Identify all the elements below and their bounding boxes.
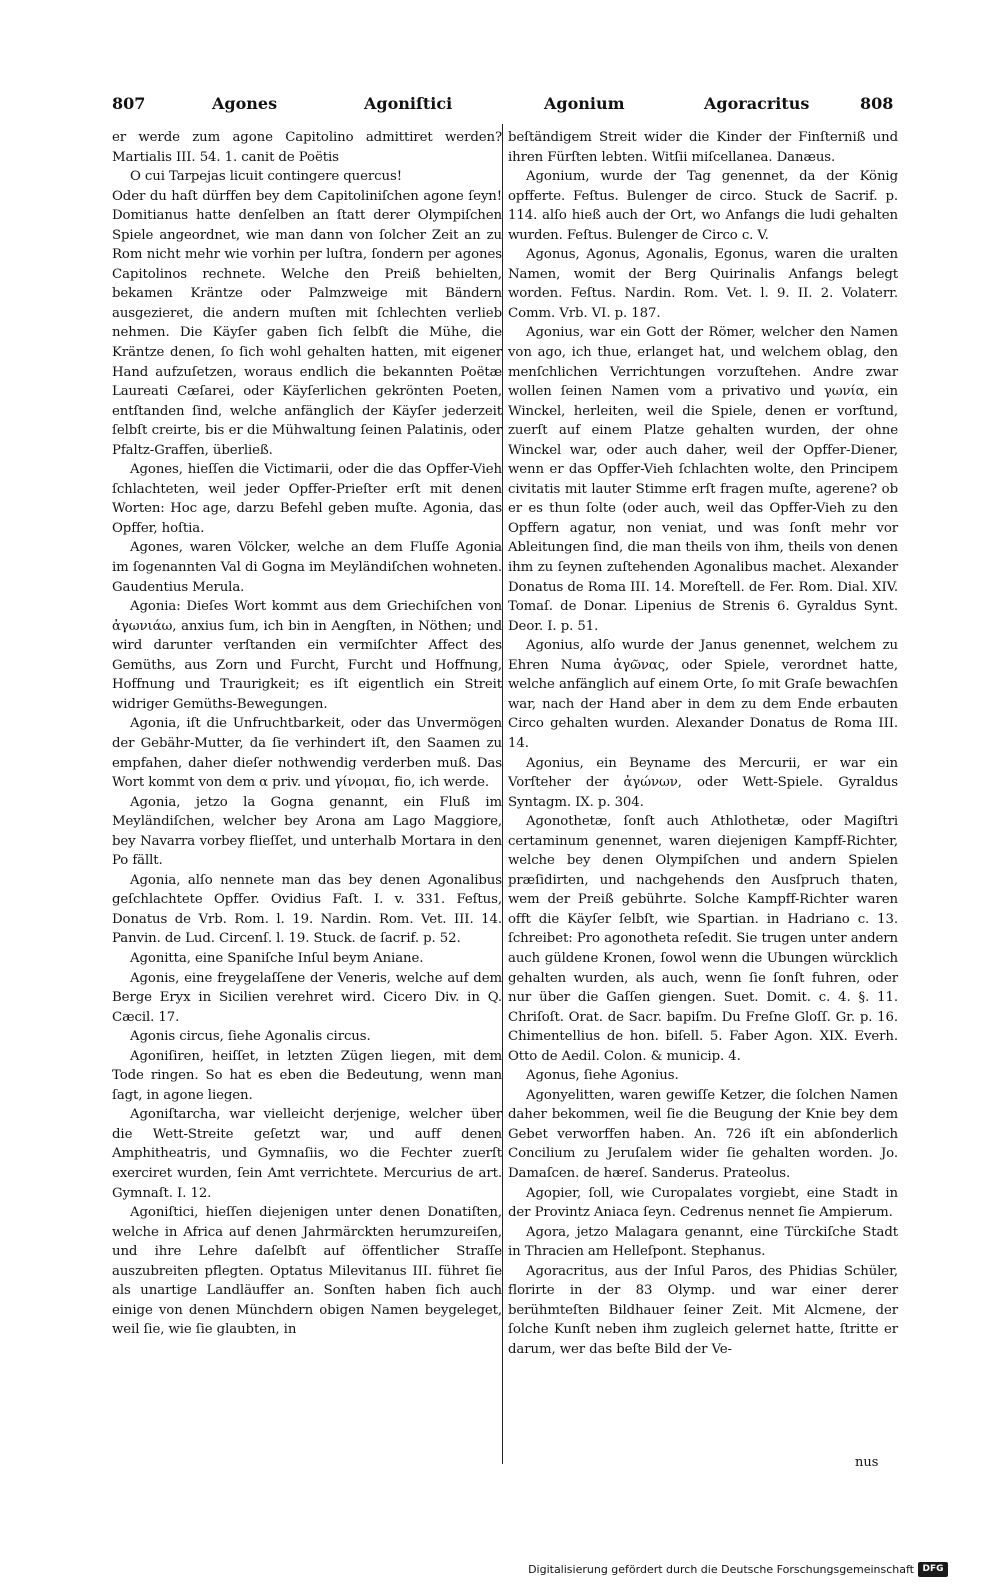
entry-paragraph: Agonothetæ, ſonſt auch Athlothetæ, oder Magiſtri certaminum genennet, waren diejenigen Kampff-Richter, welche bey denen Olympiſchen und andern Spielen præſidirten, und nachgehends den Ausſpruch thaten, wem der Preiß gebührte. Solche Kampff-Richter waren offt die Käyſer ſelbſt, wie Spartian. in Hadriano c. 13. ſchreibet: Pro agonotheta reſedit. Sie trugen unter andern auch güldene Kronen, ſowol wenn die Ubungen würcklich gehalten wurden, als auch, wenn ſie ſonſt fuhren, oder nur über die Gaſſen giengen. Suet. Domit. c. 4. §. 11. Chriſoſt. Orat. de Sacr. bapiſm. Du Freſne Gloſſ. Gr. p. 16. Chimentellius de hon. biſell. 5. Faber Agon. XIX. Everh. Otto de Aedil. Colon. & municip. 4. — [508, 814, 898, 1064]
entry-paragraph: O cui Tarpejas licuit contingere quercus! — [130, 169, 402, 185]
entry-paragraph: Agoracritus, aus der Inſul Paros, des Phidias Schüler, florirte in der 83 Olymp. und war einer derer berühmteſten Bildhauer ſeiner Zeit. Mit Alcmene, der ſolche Kunſt neben ihm zugleich gelernet hatte, ſtritte er darum, wer das beſte Bild der Ve- — [508, 1263, 898, 1357]
header-term-1: Agones — [212, 94, 278, 113]
entry-paragraph: Agonus, ſiehe Agonius. — [526, 1068, 679, 1084]
entry-paragraph: Agones, waren Völcker, welche an dem Fluſſe Agonia im ſogenannten Val di Gogna im Meyländiſchen wohneten. Gaudentius Merula. — [112, 540, 502, 595]
entry-paragraph: Agonia, iſt die Unfruchtbarkeit, oder das Unvermögen der Gebähr-Mutter, da ſie verhindert iſt, den Saamen zu empfahen, daher dieſer nothwendig verderben muß. Das Wort kommt von dem α priv. und γίνομαι, fio, ich werde. — [112, 716, 502, 791]
entry-paragraph: Agonyelitten, waren gewiſſe Ketzer, die ſolchen Namen daher bekommen, weil ſie die Beugung der Knie bey dem Gebet verworffen haben. An. 726 iſt ein abſonderlich Concilium zu Jeruſalem wider ſie gehalten worden. Jo. Damaſcen. de hæreſ. Sanderus. Prateolus. — [508, 1087, 898, 1181]
entry-paragraph: Agopier, ſoll, wie Curopalates vorgiebt, eine Stadt in der Provintz Aniaca ſeyn. Cedrenus nennet ſie Ampierum. — [508, 1185, 898, 1221]
entry-paragraph: er werde zum agone Capitolino admittiret werden? Martialis III. 54. 1. canit de Poëtis — [112, 130, 502, 165]
header-term-4: Agoracritus — [704, 94, 810, 113]
entry-paragraph: Agonius, war ein Gott der Römer, welcher den Namen von ago, ich thue, erlanget hat, und welchem oblag, den menſchlichen Verrichtungen vorzuſtehen. Andre zwar wollen ſeinen Namen vom a privativo und γωνία, ein Winckel, herleiten, weil die Spiele, denen er vorſtund, zuerſt auf einem Platze gehalten wurden, der ohne Winckel war, oder auch daher, weil der Opffer-Diener, wenn er das Opffer-Vieh ſchlachten wolte, den Principem civitatis mit lauter Stimme erſt fragen muſte, agerene? ob er es thun ſolte (oder auch, weil das Opffer-Vieh zu den Opffern agatur, non veniat, und was ſonſt mehr vor Ableitungen ſind, die man theils von ihm, theils von denen ihm zu ſeynen zuſtehenden Agonalibus machet. Alexander Donatus de Roma III. 14. Moreſtell. de Fer. Rom. Dial. XIV. Tomaſ. de Donar. Lipenius de Strenis 6. Gyraldus Synt. Deor. I. p. 51. — [508, 325, 898, 634]
footer-credit: Digitalisierung gefördert durch die Deutsche Forschungsgemeinschaft — [528, 1563, 914, 1576]
entry-paragraph: Agonis circus, ſiehe Agonalis circus. — [130, 1029, 371, 1045]
entry-paragraph: Agonia, jetzo la Gogna genannt, ein Fluß im Meyländiſchen, welcher bey Arona am Lago Maggiore, bey Navarra vorbey flieſſet, und unterhalb Mortara in den Po fällt. — [112, 794, 502, 869]
entry-paragraph: Agora, jetzo Malagara genannt, eine Türckiſche Stadt in Thracien am Helleſpont. Stephanus. — [508, 1224, 898, 1260]
entry-paragraph: Agonitta, eine Spaniſche Inſul beym Aniane. — [130, 950, 424, 966]
entry-paragraph: Agonis, eine freygelaſſene der Veneris, welche auf dem Berge Eryx in Sicilien verehret wird. Cicero Div. in Q. Cæcil. 17. — [112, 970, 502, 1025]
entry-paragraph: Agonius, alſo wurde der Janus genennet, welchem zu Ehren Numa ἀγῶνας, oder Spiele, verordnet hatte, welche anfänglich auf einem Orte, ſo mit Graſe bewachſen war, nach der Hand aber in dem zu dem Ende erbauten Circo gehalten wurden. Alexander Donatus de Roma III. 14. — [508, 638, 898, 751]
dfg-logo: DFG — [918, 1562, 948, 1577]
left-column — [112, 128, 502, 1340]
column-divider — [502, 124, 503, 1464]
entry-paragraph: Agonius, ein Beyname des Mercurii, er war ein Vorſteher der ἀγώνων, oder Wett-Spiele. Gyraldus Syntagm. IX. p. 304. — [508, 755, 898, 810]
entry-paragraph: Agonia: Dieſes Wort kommt aus dem Griechiſchen von ἀγωνιάω, anxius ſum, ich bin in Aengſten, in Nöthen; und wird darunter verſtanden ein vermiſchter Affect des Gemüths, aus Zorn und Furcht, Furcht und Hoffnung, Hoffnung und Traurigkeit; es iſt eigentlich ein Streit widriger Gemüths-Bewegungen. — [112, 599, 502, 712]
header-term-3: Agonium — [544, 94, 625, 113]
header-term-2: Agoniſtici — [364, 94, 453, 113]
page-number-left: 807 — [112, 94, 146, 113]
running-header — [112, 94, 906, 122]
right-column — [508, 128, 898, 1359]
page-number-right: 808 — [860, 94, 894, 113]
entry-paragraph: Agonia, alſo nennete man das bey denen Agonalibus geſchlachtete Opffer. Ovidius Faſt. I. v. 331. Feſtus, Donatus de Vrb. Rom. l. 19. Nardin. Rom. Vet. III. 14. Panvin. de Lud. Circenſ. l. 19. Stuck. de ſacrif. p. 52. — [112, 872, 502, 947]
entry-paragraph: Oder du haſt dürffen bey dem Capitoliniſchen agone ſeyn! Domitianus hatte denſelben an ſtatt derer Olympiſchen Spiele angeordnet, wie man dann von ſolcher Zeit an zu Rom nicht mehr wie vorhin per luſtra, ſondern per agones Capitolinos rechnete. Welche den Preiß behielten, bekamen Kräntze oder Palmzweige mit Bändern ausgezieret, die andern muſten mit ſchlechten verlieb nehmen. Die Käyſer gaben ſich ſelbſt die Mühe, die Kräntze denen, ſo ſich wohl gehalten hatten, mit eigener Hand aufzuſetzen, woraus endlich die bekannten Poëtæ Laureati Cæſarei, oder Käyſerlichen gekrönten Poeten, entſtanden ſind, welche anfänglich der Käyſer jederzeit ſelbſt creirte, bis er die Mühwaltung ſeinen Palatinis, oder Pfaltz-Graffen, überließ. — [112, 188, 502, 458]
entry-paragraph: Agoniſiren, heiſſet, in letzten Zügen liegen, mit dem Tode ringen. So hat es eben die Bedeutung, wenn man ſagt, in agone liegen. — [112, 1048, 502, 1103]
entry-paragraph: Agonium, wurde der Tag genennet, da der König opfferte. Feſtus. Bulenger de circo. Stuck de Sacrif. p. 114. alſo hieß auch der Ort, wo Anfangs die ludi gehalten wurden. Feſtus. Bulenger de Circo c. V. — [508, 169, 898, 243]
catchword: nus — [855, 1455, 879, 1470]
entry-paragraph: Agoniſtici, hieſſen diejenigen unter denen Donatiſten, welche in Africa auf denen Jahrmärckten herumzureiſen, und ihre Lehre daſelbſt auf öffentlicher Straſſe auszubreiten pflegten. Optatus Milevitanus III. führet ſie als unartige Landläuffer an. Sonſten haben ſich auch einige von denen Münchdern obigen Namen beygeleget, weil ſie, wie ſie glaubten, in — [112, 1205, 502, 1338]
footer — [528, 1562, 948, 1577]
entry-paragraph: Agonus, Agonus, Agonalis, Egonus, waren die uralten Namen, womit der Berg Quirinalis Anfangs belegt worden. Feſtus. Nardin. Rom. Vet. l. 9. II. 2. Volaterr. Comm. Vrb. VI. p. 187. — [508, 247, 898, 321]
entry-paragraph: beſtändigem Streit wider die Kinder der Finſterniß und ihren Fürſten lebten. Witſii miſcellanea. Danæus. — [508, 130, 898, 165]
entry-paragraph: Agoniſtarcha, war vielleicht derjenige, welcher über die Wett-Streite geſetzt war, und auff denen Amphitheatris, und Gymnaſiis, wo die Fechter zuerſt exerciret wurden, ſein Amt verrichtete. Mercurius de art. Gymnaſt. I. 12. — [112, 1107, 502, 1201]
entry-paragraph: Agones, hieſſen die Victimarii, oder die das Opffer-Vieh ſchlachteten, weil jeder Opffer-Prieſter erſt mit denen Worten: Hoc age, darzu Befehl geben muſte. Agonia, das Opffer, hoſtia. — [112, 462, 502, 536]
